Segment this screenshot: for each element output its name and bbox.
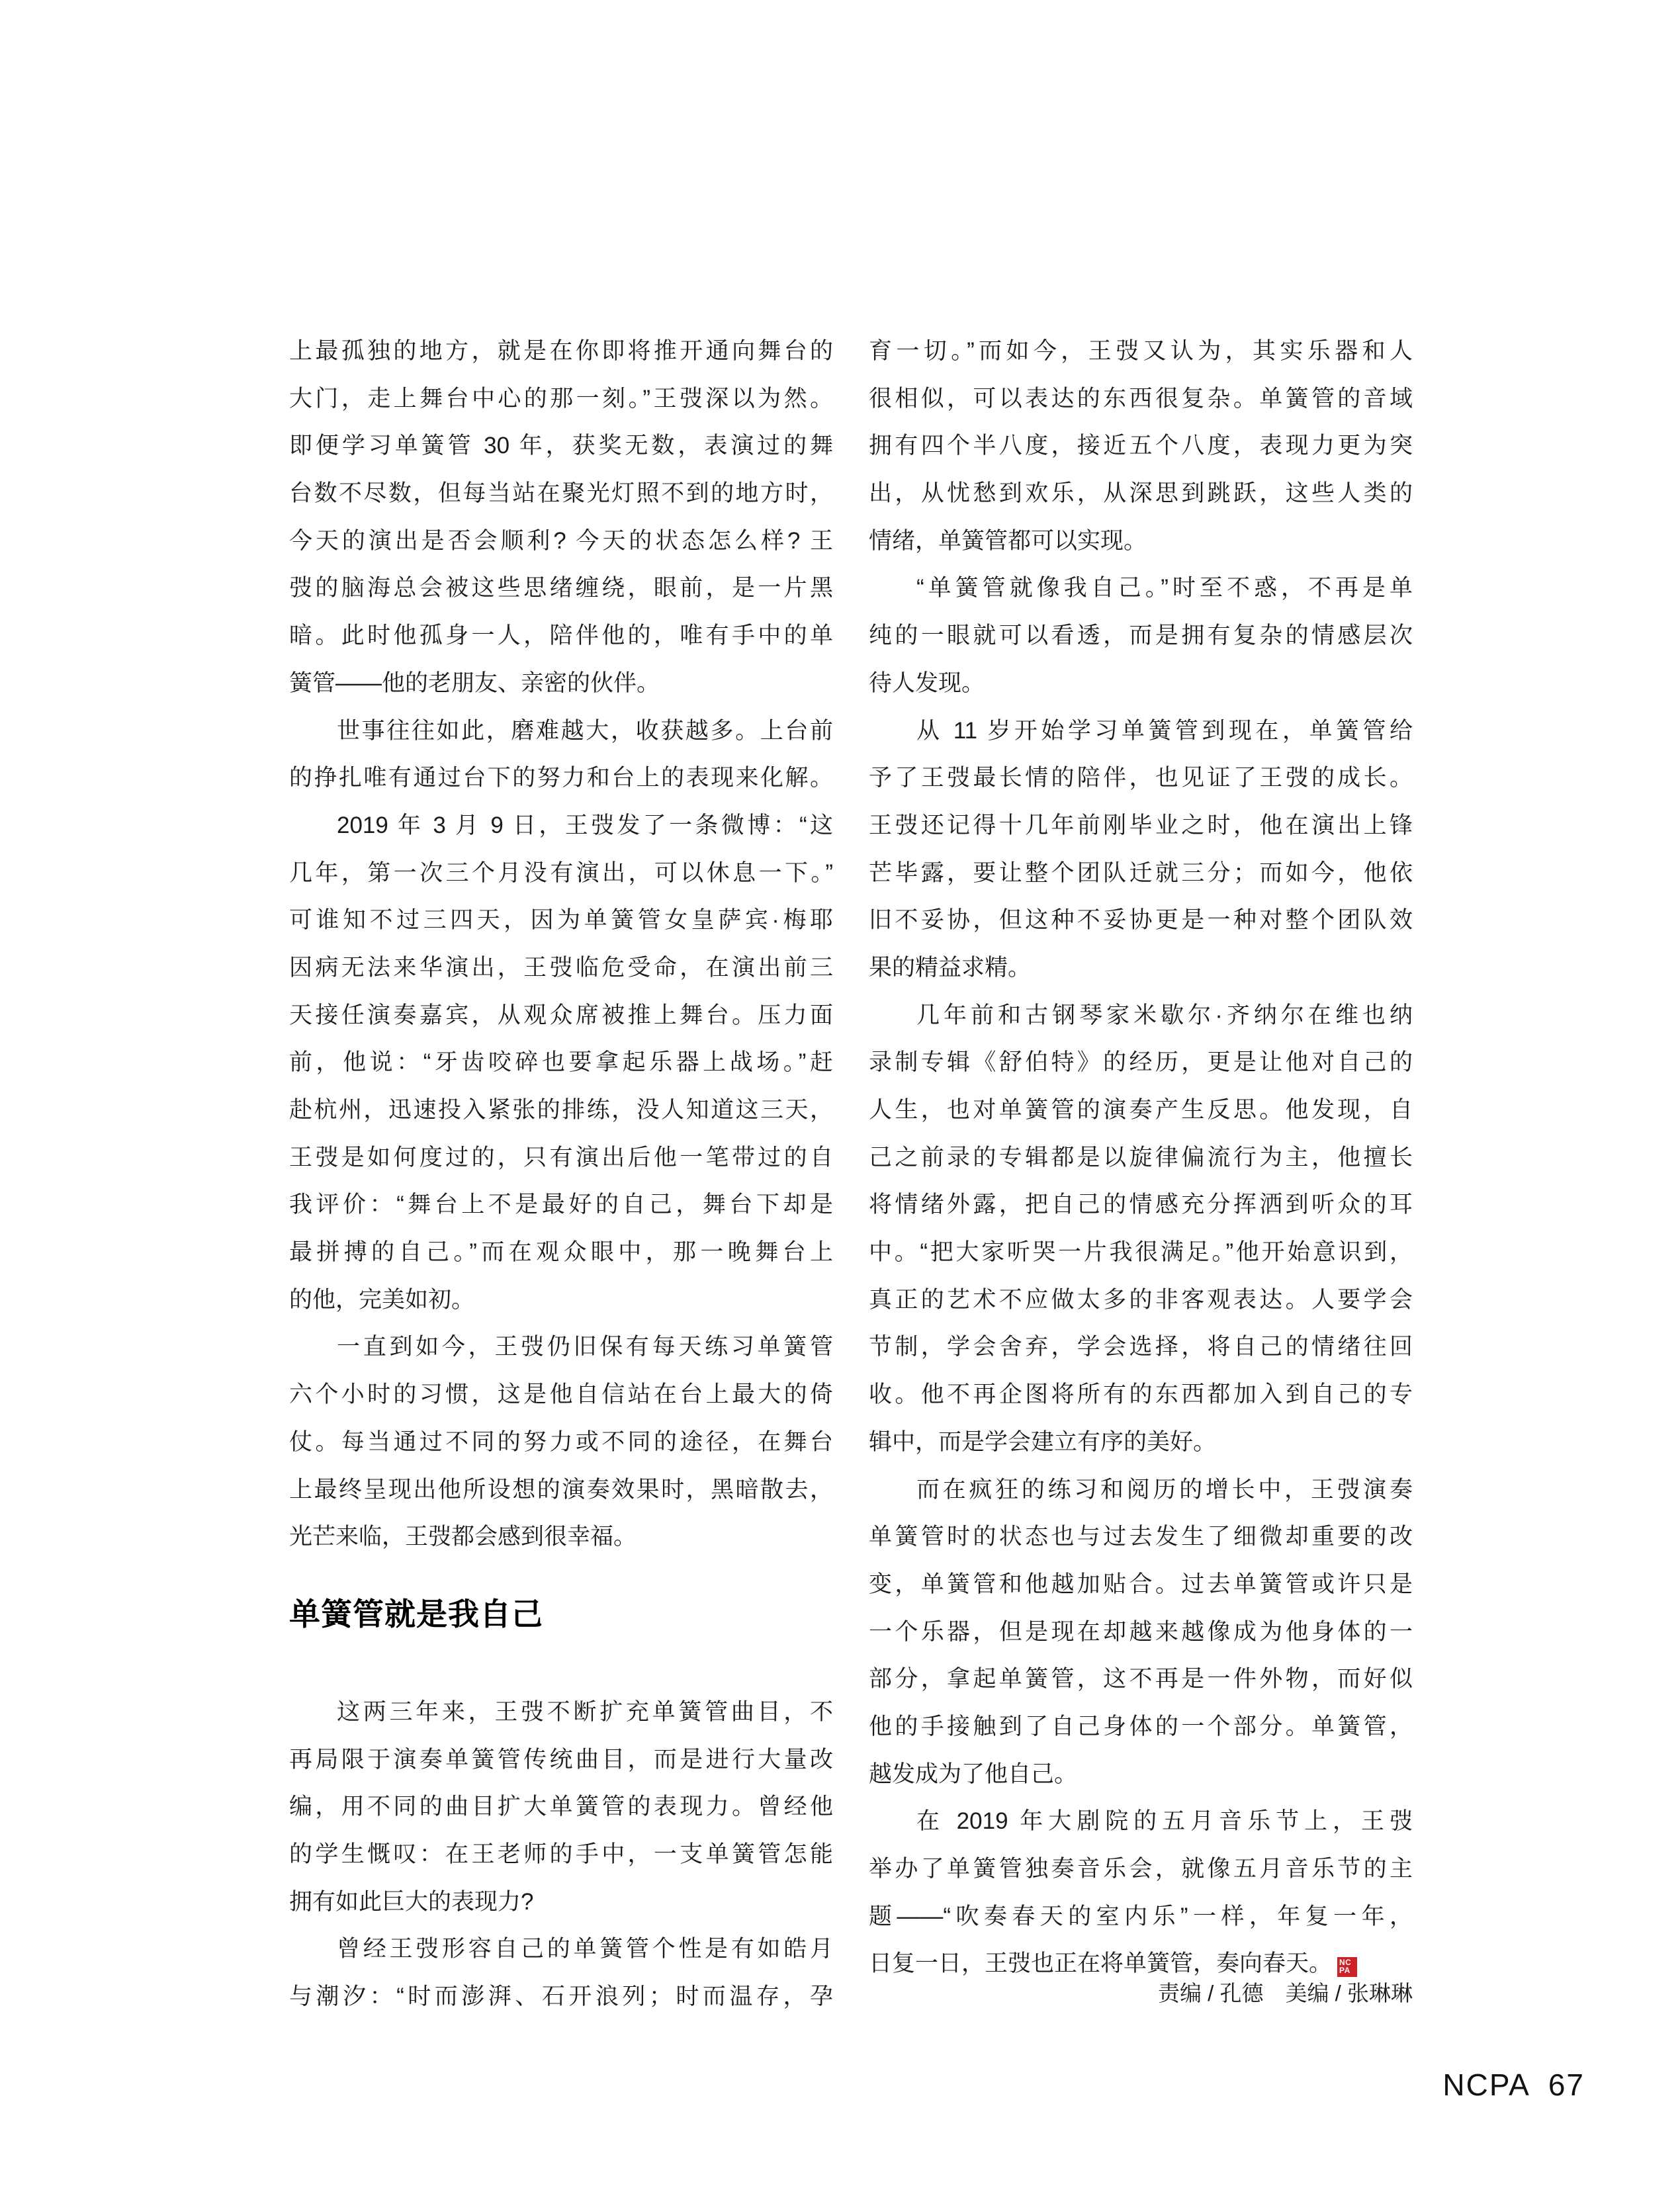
text-line: 与潮汐：“时而澎湃、石开浪列；时而温存，孕	[289, 1984, 833, 2009]
text-line: 辑中，而是学会建立有序的美好。	[869, 1428, 1217, 1455]
text-line: 情绪，单簧管都可以实现。	[869, 527, 1147, 554]
text-line: 编，用不同的曲目扩大单簧管的表现力。曾经他	[289, 1794, 833, 1820]
text-line: 题——“吹奏春天的室内乐”一样，年复一年，	[869, 1903, 1413, 1929]
paragraph-lines	[869, 328, 1413, 1988]
text-line: 暗。此时他孤身一人，陪伴他的，唯有手中的单	[289, 623, 833, 649]
text-line: 上最孤独的地方，就是在你即将推开通向舞台的	[289, 338, 833, 364]
text-line: 节制，学会舍弃，学会选择，将自己的情绪往回	[869, 1334, 1413, 1360]
text-line: 录制专辑《舒伯特》的经历，更是让他对自己的	[869, 1049, 1413, 1076]
text-line: 在 2019 年大剧院的五月音乐节上，王弢	[916, 1808, 1413, 1835]
text-line: 簧管——他的老朋友、亲密的伙伴。	[289, 670, 660, 696]
text-line: 的他，完美如初。	[289, 1286, 475, 1313]
text-line: “单簧管就像我自己。”时至不惑，不再是单	[916, 575, 1413, 601]
text-line: 曾经王弢形容自己的单簧管个性是有如皓月	[337, 1936, 833, 1962]
text-line: 芒毕露，要让整个团队迁就三分；而如今，他依	[869, 859, 1413, 886]
text-line: 真正的艺术不应做太多的非客观表达。人要学会	[869, 1286, 1413, 1313]
text-line: 大门，走上舞台中心的那一刻。”王弢深以为然。	[289, 385, 833, 412]
text-line: 一直到如今，王弢仍旧保有每天练习单簧管	[337, 1334, 833, 1360]
text-line: 台数不尽数，但每当站在聚光灯照不到的地方时，	[289, 480, 833, 507]
text-line: 收。他不再企图将所有的东西都加入到自己的专	[869, 1381, 1413, 1408]
text-line: 部分，拿起单簧管，这不再是一件外物，而好似	[869, 1666, 1413, 1692]
text-line: 变，单簧管和他越加贴合。过去单簧管或许只是	[869, 1571, 1413, 1597]
paragraph-lines	[289, 328, 833, 1561]
text-line: 单簧管时的状态也与过去发生了细微却重要的改	[869, 1524, 1413, 1550]
article-body	[289, 328, 1413, 2021]
text-line: 世事往往如此，磨难越大，收获越多。上台前	[337, 717, 833, 744]
text-line: 今天的演出是否会顺利? 今天的状态怎么样? 王	[289, 527, 833, 554]
text-line: 光芒来临，王弢都会感到很幸福。	[289, 1524, 637, 1550]
text-line: 待人发现。	[869, 670, 985, 696]
text-line: 人生，也对单簧管的演奏产生反思。他发现，自	[869, 1097, 1413, 1123]
text-line: 而在疯狂的练习和阅历的增长中，王弢演奏	[916, 1476, 1413, 1503]
text-line: 很相似，可以表达的东西很复杂。单簧管的音域	[869, 385, 1413, 412]
text-line: 中。“把大家听哭一片我很满足。”他开始意识到，	[869, 1239, 1413, 1266]
text-line: 几年前和古钢琴家米歇尔·齐纳尔在维也纳	[916, 1002, 1413, 1028]
text-line: 这两三年来，王弢不断扩充单簧管曲目，不	[337, 1698, 833, 1725]
text-line: 育一切。”而如今，王弢又认为，其实乐器和人	[869, 338, 1413, 364]
text-line: 拥有四个半八度，接近五个八度，表现力更为突	[869, 433, 1413, 459]
text-line: 可谁知不过三四天，因为单簧管女皇萨宾·梅耶	[289, 907, 833, 934]
text-line: 旧不妥协，但这种不妥协更是一种对整个团队效	[869, 907, 1413, 934]
text-line: 上最终呈现出他所设想的演奏效果时，黑暗散去，	[289, 1476, 833, 1503]
seal-text-row: NC	[1339, 1958, 1352, 1968]
page-footer	[1442, 2068, 1585, 2101]
right-column	[869, 328, 1413, 2021]
text-line: 出，从忧愁到欢乐，从深思到跳跃，这些人类的	[869, 480, 1413, 507]
text-line: 王弢是如何度过的，只有演出后他一笔带过的自	[289, 1144, 833, 1170]
seal-text-row: PA	[1339, 1966, 1350, 1976]
text-line: 我评价：“舞台上不是最好的自己，舞台下却是	[289, 1192, 833, 1218]
section-heading: 单簧管就是我自己	[289, 1596, 543, 1632]
text-line: 几年，第一次三个月没有演出，可以休息一下。”	[289, 859, 833, 886]
text-line: 再局限于演奏单簧管传统曲目，而是进行大量改	[289, 1746, 833, 1772]
text-line: 2019 年 3 月 9 日，王弢发了一条微博：“这	[337, 812, 833, 838]
text-line: 六个小时的习惯，这是他自信站在台上最大的倚	[289, 1381, 833, 1408]
ncpa-end-seal-icon	[1337, 1957, 1357, 1977]
text-line: 己之前录的专辑都是以旋律偏流行为主，他擅长	[869, 1144, 1413, 1170]
text-line: 从 11 岁开始学习单簧管到现在，单簧管给	[916, 717, 1413, 744]
text-line: 最拼搏的自己。”而在观众眼中，那一晚舞台上	[289, 1239, 833, 1266]
page-number: NCPA 67	[1442, 2068, 1585, 2102]
text-line: 越发成为了他自己。	[869, 1761, 1078, 1787]
text-line: 纯的一眼就可以看透，而是拥有复杂的情感层次	[869, 623, 1413, 649]
text-line: 因病无法来华演出，王弢临危受命，在演出前三	[289, 954, 833, 981]
text-line: 将情绪外露，把自己的情感充分挥洒到听众的耳	[869, 1192, 1413, 1218]
text-line: 天接任演奏嘉宾，从观众席被推上舞台。压力面	[289, 1002, 833, 1028]
text-line: 果的精益求精。	[869, 954, 1032, 981]
text-line: 王弢还记得十几年前刚毕业之时，他在演出上锋	[869, 812, 1413, 838]
text-line: 他的手接触到了自己身体的一个部分。单簧管，	[869, 1713, 1413, 1739]
text-line: 一个乐器，但是现在却越来越像成为他身体的一	[869, 1618, 1413, 1645]
text-line: 举办了单簧管独奏音乐会，就像五月音乐节的主	[869, 1856, 1413, 1882]
text-line: 前，他说：“牙齿咬碎也要拿起乐器上战场。”赶	[289, 1049, 833, 1076]
text-line: 弢的脑海总会被这些思绪缠绕，眼前，是一片黑	[289, 575, 833, 601]
left-column	[289, 328, 833, 2021]
text-line: 赴杭州，迅速投入紧张的排练，没人知道这三天，	[289, 1097, 833, 1123]
text-line: 即便学习单簧管 30 年，获奖无数，表演过的舞	[289, 433, 833, 459]
paragraph-lines	[289, 1688, 833, 2021]
text-line: 日复一日，王弢也正在将单簧管，奏向春天。 NC PA	[869, 1940, 1413, 1988]
credits-line: 责编 / 孔德 美编 / 张琳琳	[1157, 1981, 1413, 2005]
text-line: 予了王弢最长情的陪伴，也见证了王弢的成长。	[869, 765, 1413, 791]
text-line: 的学生慨叹：在王老师的手中，一支单簧管怎能	[289, 1841, 833, 1867]
text-line: 仗。每当通过不同的努力或不同的途径，在舞台	[289, 1428, 833, 1455]
text-line: 的挣扎唯有通过台下的努力和台上的表现来化解。	[289, 765, 833, 791]
text-line: 拥有如此巨大的表现力?	[289, 1888, 534, 1915]
